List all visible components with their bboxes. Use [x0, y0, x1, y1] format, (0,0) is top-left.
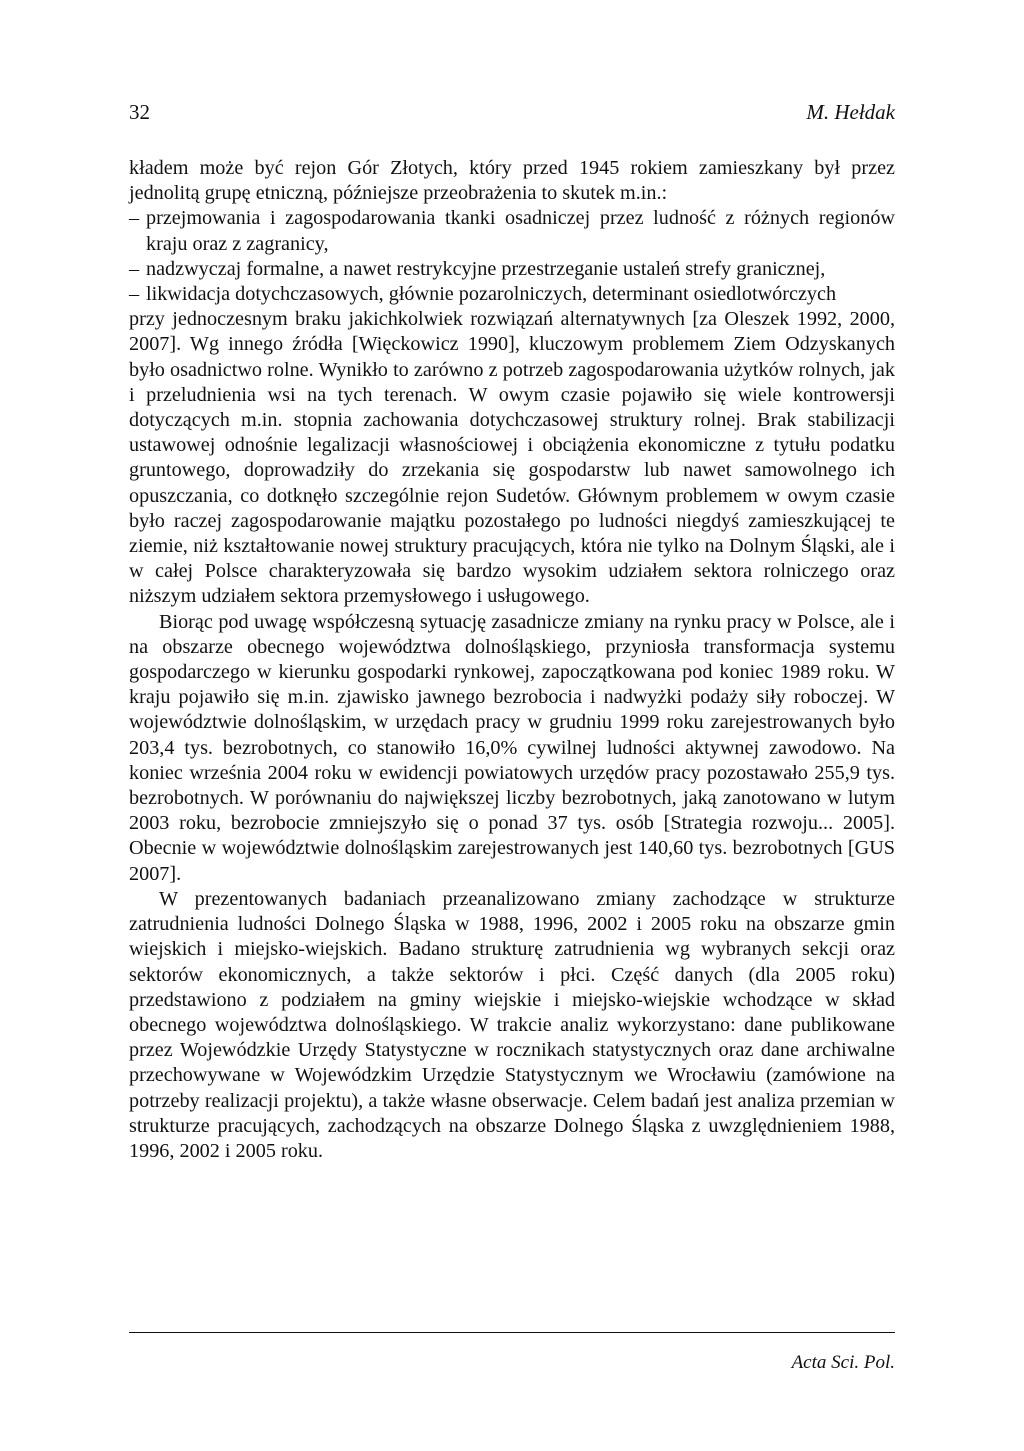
bullet-item: – nadzwyczaj formalne, a nawet restrykcyjne przestrzeganie ustaleń strefy granicznej,: [129, 257, 895, 282]
paragraph-intro: kładem może być rejon Gór Złotych, który przed 1945 rokiem zamieszkany był przez jednolitą grupę etniczną, późniejsze przeobrażenia to skutek m.in.:: [129, 157, 895, 205]
bullet-item: – likwidacja dotychczasowych, głównie pozarolniczych, determinant osiedlotwórczych: [129, 282, 895, 307]
journal-name: Acta Sci. Pol.: [791, 1352, 895, 1373]
page-number: 32: [129, 100, 150, 124]
bullet-item: – przejmowania i zagospodarowania tkanki osadniczej przez ludność z różnych regionów kraju oraz z zagranicy,: [129, 206, 895, 256]
paragraph-labor-market: Biorąc pod uwagę współczesną sytuację zasadnicze zmiany na rynku pracy w Polsce, ale i na obszarze obecnego województwa dolnośląskiego, przyniosła transformacja systemu gospodarczego w kierunku gospodarki rynkowej, zapoczątkowana pod koniec 1989 roku. W kraju pojawiło się m.in. zjawisko jawnego bezrobocia i nadwyżki podaży siły roboczej. W województwie dolnośląskim, w urzędach pracy w grudniu 1999 roku zarejestrowanych było 203,4 tys. bezrobotnych, co stanowiło 16,0% cywilnej ludności aktywnej zawodowo. Na koniec września 2004 roku w ewidencji powiatowych urzędów pracy pozostawało 255,9 tys. bezrobotnych. W porównaniu do największej liczby bezrobotnych, jaką zanotowano w lutym 2003 roku, bezrobocie zmniejszyło się o ponad 37 tys. osób [Strategia rozwoju... 2005]. Obecnie w województwie dolnośląskim zarejestrowanych jest 140,60 tys. bezrobotnych [GUS 2007].: [129, 610, 895, 885]
running-head-author: M. Hełdak: [806, 100, 895, 124]
footer-rule: [129, 1332, 895, 1333]
paragraph-continuation: przy jednoczesnym braku jakichkolwiek rozwiązań alternatywnych [za Oleszek 1992, 2000, 2007]. Wg innego źródła [Więckowicz 1990], kluczowym problemem Ziem Odzyskanych było osadnictwo rolne. Wynikło to zarówno z potrzeb zagospodarowania użytków rolnych, jak i przeludnienia wsi na tych terenach. W owym czasie pojawiło się wiele kontrowersji dotyczących m.in. stopnia zachowania dotychczasowej struktury rolnej. Brak stabilizacji ustawowej odnośnie legalizacji własnościowej i obciążenia ekonomiczne z tytułu podatku gruntowego, doprowadziły do zrzekania się gospodarstw lub nawet samowolnego ich opuszczania, co dotknęło szczególnie rejon Sudetów. Głównym problemem w owym czasie było raczej zagospodarowanie majątku pozostałego po ludności niegdyś zamieszkującej te ziemie, niż kształtowanie nowej struktury pracujących, która nie tylko na Dolnym Śląski, ale i w całej Polsce charakteryzowała się bardzo wysokim udziałem sektora rolniczego oraz niższym udziałem sektora przemysłowego i usługowego.: [129, 308, 895, 608]
body-text: [129, 156, 895, 1164]
paragraph-research-scope: W prezentowanych badaniach przeanalizowano zmiany zachodzące w strukturze zatrudnienia ludności Dolnego Śląska w 1988, 1996, 2002 i 2005 roku na obszarze gmin wiejskich i miejsko-wiejskich. Badano strukturę zatrudnienia wg wybranych sekcji oraz sektorów ekonomicznych, a także sektorów i płci. Część danych (dla 2005 roku) przedstawiono z podziałem na gminy wiejskie i miejsko-wiejskie wchodzące w skład obecnego województwa dolnośląskiego. W trakcie analiz wykorzystano: dane publikowane przez Wojewódzkie Urzędy Statystyczne w rocznikach statystycznych oraz dane archiwalne przechowywane w Wojewódzkim Urzędzie Statystycznym we Wrocławiu (zamówione na potrzeby realizacji projektu), a także własne obserwacje. Celem badań jest analiza przemian w strukturze pracujących, zachodzących na obszarze Dolnego Śląska z uwzględnieniem 1988, 1996, 2002 i 2005 roku.: [129, 887, 895, 1162]
bullet-list: [129, 206, 895, 307]
